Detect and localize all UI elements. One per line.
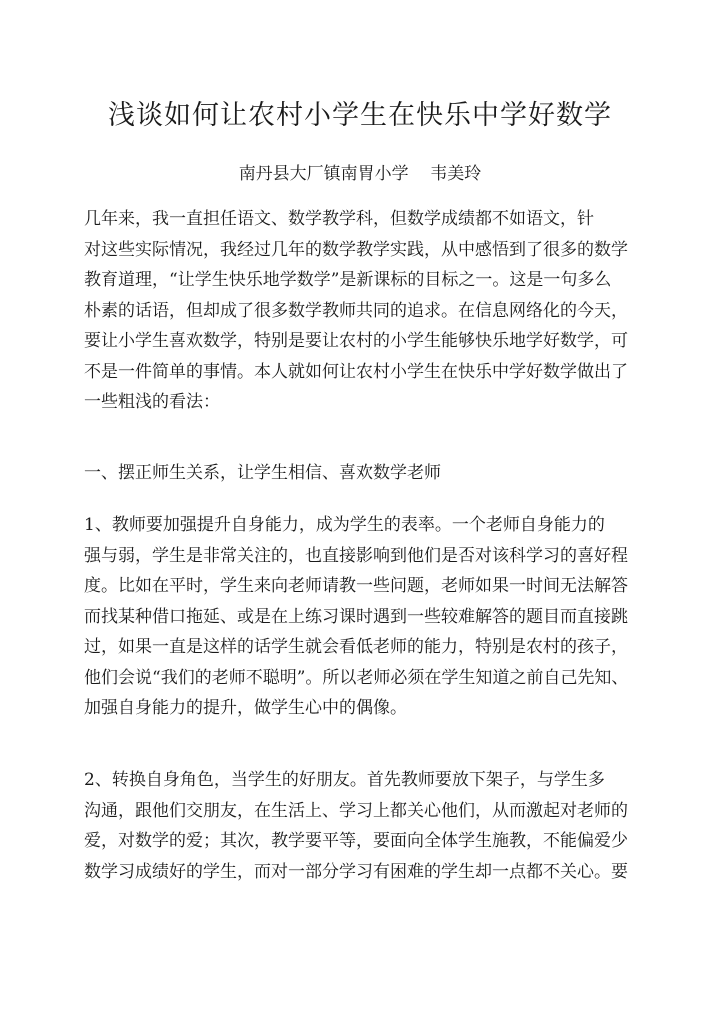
text-line: 1、教师要加强提升自身能力，成为学生的表率。一个老师自身能力的: [84, 515, 605, 535]
text-line: 过，如果一直是这样的话学生就会看低老师的能力，特别是农村的孩子，: [84, 637, 628, 657]
paragraph-intro: [84, 204, 644, 418]
text-line: 几年来，我一直担任语文、数学教学科，但数学成绩都不如语文，针: [84, 209, 594, 229]
text-line: 教育道理，“让学生快乐地学数学”是新课标的目标之一。这是一句多么: [84, 270, 612, 290]
section-heading: [84, 458, 644, 489]
text-line: 要让小学生喜欢数学，特别是要让农村的小学生能够快乐地学好数学，可: [84, 331, 628, 351]
text-line: 数学习成绩好的学生，而对一部分学习有困难的学生却一点都不关心。要: [84, 861, 628, 882]
text-line: 朴素的话语，但却成了很多数学教师共同的追求。在信息网络化的今天，: [84, 300, 628, 321]
text-line: 度。比如在平时，学生来向老师请教一些问题，老师如果一时间无法解答: [84, 576, 628, 596]
paragraph-point-2: [84, 765, 644, 887]
text-line: 对这些实际情况，我经过几年的数学教学实践，从中感悟到了很多的数学: [84, 239, 628, 260]
text-line: 一些粗浅的看法：: [84, 392, 220, 412]
text-line: 沟通，跟他们交朋友，在生活上、学习上都关心他们，从而激起对老师的: [84, 800, 628, 821]
paragraph-point-1: [84, 510, 644, 724]
author-byline: 南丹县大厂镇南胃小学 韦美玲: [238, 164, 482, 184]
text-line: 爱，对数学的爱；其次，教学要平等，要面向全体学生施教，不能偏爱少: [84, 831, 628, 851]
text-line: 2、转换自身角色，当学生的好朋友。首先教师要放下架子，与学生多: [84, 770, 605, 790]
text-line: 不是一件简单的事情。本人就如何让农村小学生在快乐中学好数学做出了: [84, 361, 628, 382]
text-line: 加强自身能力的提升，做学生心中的偶像。: [84, 698, 407, 718]
text-line: 而找某种借口拖延、或是在上练习课时遇到一些较难解答的题目而直接跳: [84, 606, 628, 627]
heading-line: 一、摆正师生关系，让学生相信、喜欢数学老师: [84, 463, 441, 483]
text-line: 强与弱，学生是非常关注的，也直接影响到他们是否对该科学习的喜好程: [84, 545, 628, 566]
document-title: 浅谈如何让农村小学生在快乐中学好数学: [108, 100, 612, 131]
text-line: 他们会说“我们的老师不聪明”。所以老师必须在学生知道之前自己先知、: [84, 667, 629, 688]
